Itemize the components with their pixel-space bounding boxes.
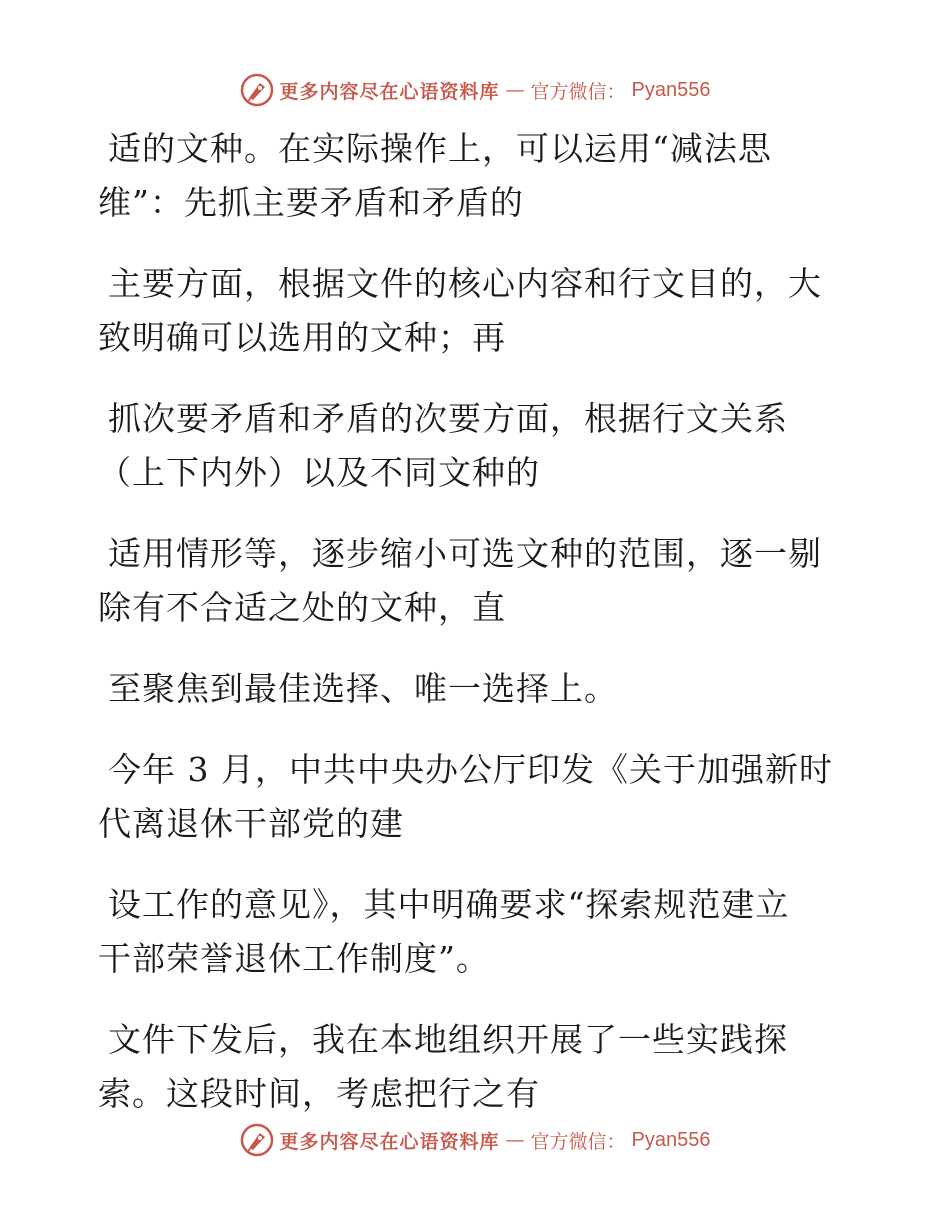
text-line: 文件下发后，我在本地组织开展了一些实践探 [108, 1020, 788, 1059]
banner-wechat-id: Pyan556 [631, 78, 711, 101]
banner-wechat-label: 官方微信： [530, 80, 626, 103]
text-line: 干部荣誉退休工作制度”。 [98, 939, 490, 978]
banner-dash: — [505, 1129, 525, 1151]
paragraph [98, 122, 858, 230]
text-line: 适的文种。在实际操作上，可以运用“减法思 [108, 129, 772, 168]
banner-wechat-label: 官方微信： [530, 1130, 626, 1153]
paragraph [98, 392, 858, 500]
banner-dash: — [505, 79, 525, 101]
text-line: 今年 3 月，中共中央办公厅印发《关于加强新时 [108, 750, 833, 789]
text-line: 主要方面，根据文件的核心内容和行文目的，大 [108, 264, 822, 303]
header-banner [0, 70, 950, 110]
paragraph [98, 527, 858, 635]
pen-nib-logo-icon [240, 1123, 274, 1157]
document-body [98, 122, 858, 1148]
footer-banner [0, 1120, 950, 1160]
text-line: 适用情形等，逐步缩小可选文种的范围，逐一剔 [108, 534, 822, 573]
text-line: 索。这段时间，考虑把行之有 [98, 1074, 540, 1113]
paragraph [98, 743, 858, 851]
text-line: 设工作的意见》，其中明确要求“探索规范建立 [108, 885, 790, 924]
paragraph [98, 878, 858, 986]
text-line: 致明确可以选用的文种；再 [98, 318, 506, 357]
text-line: （上下内外）以及不同文种的 [98, 453, 540, 492]
paragraph [98, 257, 858, 365]
pen-nib-logo-icon [240, 73, 274, 107]
banner-library-text: 更多内容尽在心语资料库 [279, 80, 500, 103]
paragraph [98, 662, 858, 716]
text-line: 维”：先抓主要矛盾和矛盾的 [98, 183, 524, 222]
banner-library-text: 更多内容尽在心语资料库 [279, 1130, 500, 1153]
text-line: 除有不合适之处的文种，直 [98, 588, 506, 627]
paragraph [98, 1013, 858, 1121]
text-line: 抓次要矛盾和矛盾的次要方面，根据行文关系 [108, 399, 788, 438]
banner-wechat-id: Pyan556 [631, 1128, 711, 1151]
text-line: 代离退休干部党的建 [98, 804, 404, 843]
text-line: 至聚焦到最佳选择、唯一选择上。 [108, 669, 618, 708]
